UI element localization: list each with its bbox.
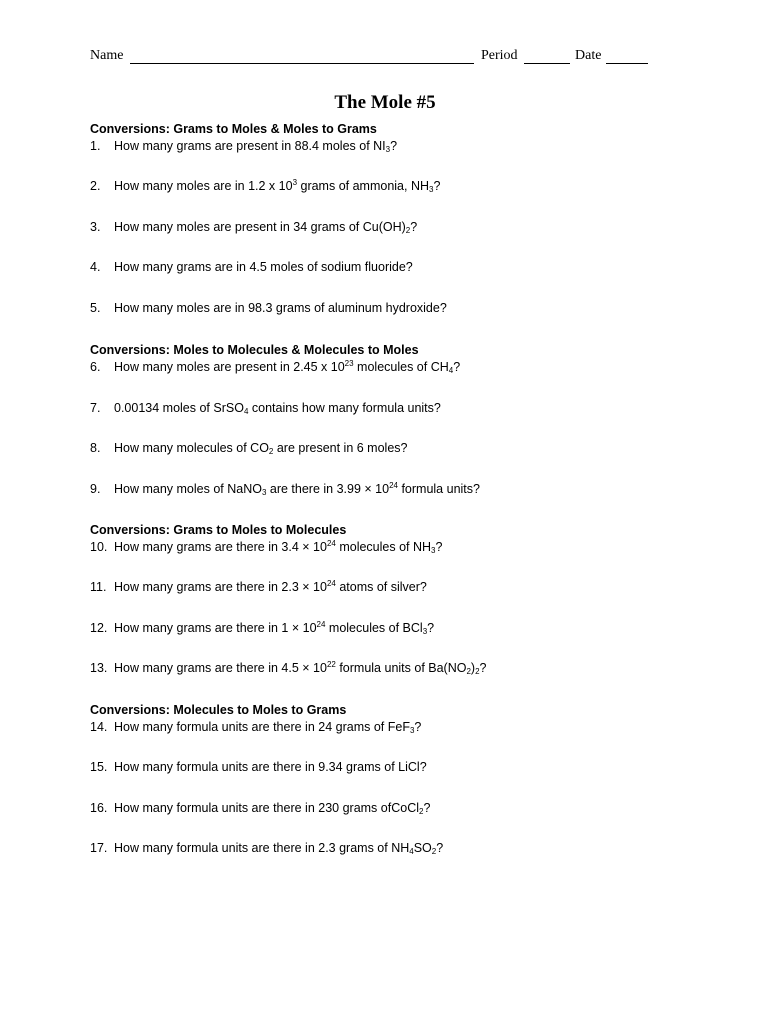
question-text-part: are there in 3.99 × 10 [266,482,390,496]
question-number: 3. [90,220,101,234]
subscript: 3 [409,726,415,735]
section-title: Conversions: Molecules to Moles to Grams [90,703,347,717]
question-item [90,179,440,193]
question-text-part: How many grams are present in 88.4 moles of NI [114,139,386,153]
question-number: 5. [90,301,101,315]
question-text-part: SO [413,841,432,855]
subscript: 2 [475,667,480,676]
worksheet-header [90,48,650,68]
question-text-part: contains how many formula units? [248,401,441,415]
question-text-part: How many moles are present in 2.45 x 10 [114,360,345,374]
name-label: Name [90,48,124,63]
question-text-part: How many grams are there in 2.3 × 10 [114,580,327,594]
question-text-part: How many molecules of CO [114,441,269,455]
question-text-part: How many grams are there in 4.5 × 10 [114,661,327,675]
question-text [114,139,397,153]
superscript: 22 [326,660,336,669]
question-item [90,841,443,855]
question-text-part: How many grams are there in 1 × 10 [114,621,317,635]
subscript: 3 [261,488,267,497]
question-text-part: How many formula units are there in 24 grams of FeF [114,720,410,734]
subscript: 3 [385,145,391,154]
question-item [90,540,442,554]
date-blank[interactable] [606,63,648,64]
question-text [114,621,434,635]
question-number: 1. [90,139,101,153]
question-item [90,720,421,734]
question-item [90,661,487,675]
question-text-part: How many formula units are there in 9.34 grams of LiCl? [114,760,427,774]
question-text-part: ? [453,360,461,374]
superscript: 3 [292,178,298,187]
question-item [90,482,480,496]
question-text-part: ? [427,621,435,635]
question-number: 17. [90,841,108,855]
question-text [114,661,487,675]
period-label: Period [481,48,518,63]
question-text [114,580,427,594]
question-number: 12. [90,621,108,635]
question-text-part: molecules of NH [335,540,432,554]
name-blank[interactable] [130,63,474,64]
question-number: 14. [90,720,108,734]
question-text-part: formula units of Ba(NO [335,661,467,675]
question-text [114,179,440,193]
subscript: 4 [409,847,414,856]
question-text-part: ? [433,179,441,193]
superscript: 24 [326,539,336,548]
question-number: 8. [90,441,101,455]
question-text-part: ? [414,720,422,734]
question-text-part: molecules of BCl [325,621,423,635]
question-text [114,482,480,496]
superscript: 24 [316,620,326,629]
subscript: 3 [429,185,434,194]
question-item [90,139,397,153]
question-item [90,301,447,315]
question-item [90,401,441,415]
question-number: 4. [90,260,101,274]
question-text [114,720,421,734]
question-item [90,621,434,635]
question-item [90,580,427,594]
question-text-part: How many grams are in 4.5 moles of sodium fluoride? [114,260,413,274]
question-item [90,441,407,455]
question-number: 11. [90,580,107,594]
question-number: 10. [90,540,108,554]
question-text-part: ? [423,801,431,815]
question-text-part: ) [470,661,476,675]
question-text-part: How many grams are there in 3.4 × 10 [114,540,327,554]
period-blank[interactable] [524,63,570,64]
superscript: 24 [326,579,336,588]
question-number: 7. [90,401,101,415]
question-item [90,760,427,774]
subscript: 3 [431,546,436,555]
question-text-part: atoms of silver? [335,580,427,594]
question-text [114,401,441,415]
question-text-part: ? [390,139,398,153]
question-text [114,360,460,374]
superscript: 24 [389,481,398,490]
question-number: 9. [90,482,101,496]
question-text-part: How many moles are in 1.2 x 10 [114,179,293,193]
question-text [114,441,407,455]
subscript: 4 [243,407,249,416]
question-text [114,301,447,315]
question-text-part: grams of ammonia, NH [297,179,429,193]
subscript: 4 [448,366,454,375]
question-text-part: ? [410,220,418,234]
section-title: Conversions: Grams to Moles & Moles to Grams [90,122,377,136]
question-text-part: molecules of CH [353,360,449,374]
subscript: 2 [405,226,411,235]
subscript: 2 [268,447,274,456]
page-title: The Mole #5 [334,92,436,113]
section-title: Conversions: Moles to Molecules & Molecules to Moles [90,343,419,357]
question-number: 15. [90,760,108,774]
question-text-part: How many formula units are there in 2.3 grams of NH [114,841,410,855]
question-text [114,220,417,234]
question-item [90,360,460,374]
question-text [114,540,442,554]
superscript: 23 [344,359,354,368]
question-number: 16. [90,801,108,815]
question-text-part: ? [436,841,444,855]
question-number: 13. [90,661,108,675]
question-text-part: ? [479,661,487,675]
question-text-part: are present in 6 moles? [273,441,408,455]
question-number: 6. [90,360,101,374]
section-title: Conversions: Grams to Moles to Molecules [90,523,347,537]
question-text-part: formula units? [397,482,480,496]
question-item [90,260,413,274]
question-text-part: ? [435,540,443,554]
question-item [90,801,430,815]
question-text [114,760,427,774]
question-text-part: How many moles are in 98.3 grams of aluminum hydroxide? [114,301,447,315]
question-text-part: 0.00134 moles of SrSO [114,401,244,415]
question-text-part: How many moles are present in 34 grams of Cu(OH) [114,220,406,234]
question-text [114,260,413,274]
question-text-part: How many formula units are there in 230 grams ofCoCl [114,801,419,815]
subscript: 2 [419,807,424,816]
question-number: 2. [90,179,101,193]
question-item [90,220,417,234]
subscript: 2 [466,667,471,676]
question-text [114,841,443,855]
subscript: 2 [431,847,437,856]
subscript: 3 [422,627,428,636]
question-text-part: How many moles of NaNO [114,482,262,496]
question-text [114,801,430,815]
date-label: Date [575,48,602,63]
